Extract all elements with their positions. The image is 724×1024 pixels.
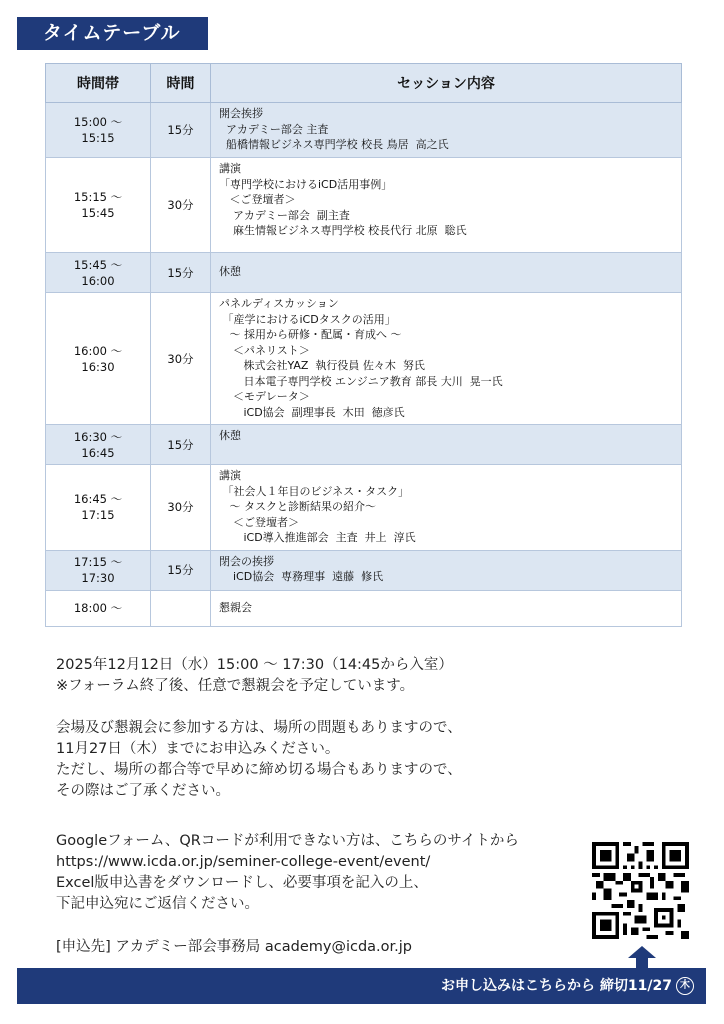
row-content: 休憩 xyxy=(211,425,682,465)
table-row xyxy=(46,103,682,158)
row-duration: 30分 xyxy=(151,158,211,253)
section-title: タイムテーブル xyxy=(17,17,208,50)
footer-cta-text: お申し込みはこちらから 締切11/27 xyxy=(441,978,672,994)
qr-code-icon[interactable] xyxy=(592,842,689,939)
row-content: 休憩 xyxy=(211,253,682,293)
table-row xyxy=(46,465,682,551)
row-content: 懇親会 xyxy=(211,590,682,626)
footer-apply-bar[interactable] xyxy=(17,968,706,1004)
table-row xyxy=(46,590,682,626)
row-duration: 30分 xyxy=(151,293,211,425)
row-time: 16:00 ～ 16:30 xyxy=(46,293,151,425)
alt-note-1: Googleフォーム、QRコードが利用できない方は、こちらのサイトから xyxy=(56,833,519,849)
apply-note-2: 11月27日（木）までにお申込みください。 xyxy=(56,741,340,757)
row-duration: 15分 xyxy=(151,253,211,293)
header-session: セッション内容 xyxy=(211,64,682,103)
alt-url-link[interactable]: https://www.icda.or.jp/seminer-college-event/event/ xyxy=(56,854,431,870)
header-duration: 時間 xyxy=(151,64,211,103)
row-content: パネルディスカッション 「産学におけるiCDタスクの活用」 ～ 採用から研修・配属・育成へ ～ ＜パネリスト＞ 株式会社YAZ 執行役員 佐々木 努氏 日本電子専門学校 エンジニア教育 部長 大川 晃一氏 ＜モデレータ＞ iCD協会 副理事長 木田 徳彦氏 xyxy=(211,293,682,425)
row-duration: 15分 xyxy=(151,425,211,465)
header-timeslot: 時間帯 xyxy=(46,64,151,103)
row-time: 15:45 ～ 16:00 xyxy=(46,253,151,293)
row-duration: 30分 xyxy=(151,465,211,551)
table-row xyxy=(46,158,682,253)
row-content: 開会挨拶 アカデミー部会 主査 船橋情報ビジネス専門学校 校長 鳥居 高之氏 xyxy=(211,103,682,158)
apply-note-1: 会場及び懇親会に参加する方は、場所の問題もありますので、 xyxy=(56,720,462,736)
row-content: 講演 「社会人１年目のビジネス・タスク」 ～ タスクと診断結果の紹介～ ＜ご登壇者＞ iCD導入推進部会 主査 井上 淳氏 xyxy=(211,465,682,551)
alt-note-3: 下記申込宛にご返信ください。 xyxy=(56,896,259,912)
row-duration xyxy=(151,590,211,626)
table-row xyxy=(46,253,682,293)
row-time: 16:30 ～ 16:45 xyxy=(46,425,151,465)
thursday-badge: 木 xyxy=(676,977,694,995)
row-duration: 15分 xyxy=(151,550,211,590)
party-note: ※フォーラム終了後、任意で懇親会を予定しています。 xyxy=(56,678,415,694)
timetable-header-row xyxy=(46,64,682,103)
row-time: 16:45 ～ 17:15 xyxy=(46,465,151,551)
event-date: 2025年12月12日（水）15:00 ～ 17:30（14:45から入室） xyxy=(56,657,453,673)
row-content: 講演 「専門学校におけるiCD活用事例」 ＜ご登壇者＞ アカデミー部会 副主査 麻生情報ビジネス専門学校 校長代行 北原 聡氏 xyxy=(211,158,682,253)
apply-note-4: その際はご了承ください。 xyxy=(56,783,230,799)
row-time: 15:15 ～ 15:45 xyxy=(46,158,151,253)
alt-note-2: Excel版申込書をダウンロードし、必要事項を記入の上、 xyxy=(56,875,428,891)
row-time: 17:15 ～ 17:30 xyxy=(46,550,151,590)
contact-line[interactable]: [申込先] アカデミー部会事務局 academy@icda.or.jp xyxy=(56,939,413,955)
table-row xyxy=(46,550,682,590)
timetable xyxy=(45,63,682,627)
row-duration: 15分 xyxy=(151,103,211,158)
row-content: 閉会の挨拶 iCD協会 専務理事 遠藤 修氏 xyxy=(211,550,682,590)
table-row xyxy=(46,425,682,465)
row-time: 15:00 ～ 15:15 xyxy=(46,103,151,158)
row-time: 18:00 ～ xyxy=(46,590,151,626)
apply-note-3: ただし、場所の都合等で早めに締め切る場合もありますので、 xyxy=(56,762,462,778)
table-row xyxy=(46,293,682,425)
